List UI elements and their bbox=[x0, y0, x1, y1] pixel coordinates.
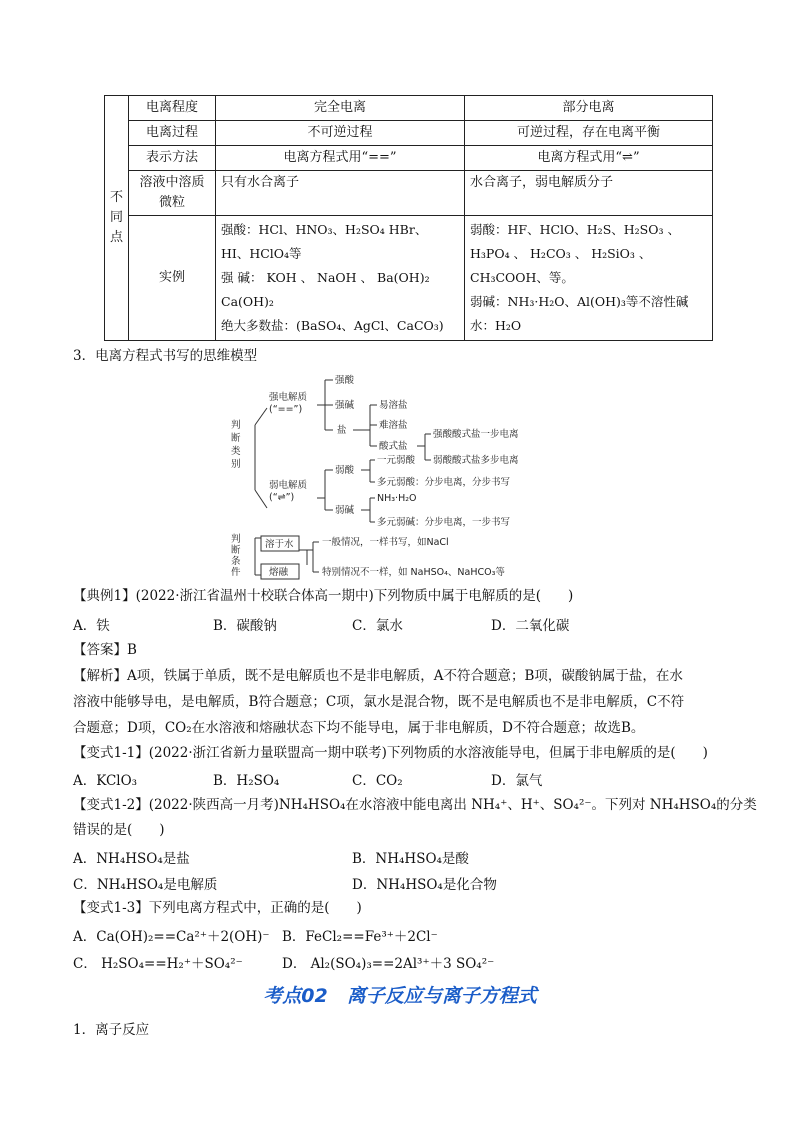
special-label: 特别情况不一样，如 NaHSO₄、NaHCO₃等 bbox=[322, 567, 505, 578]
strong-acid-label: 强酸 bbox=[335, 375, 355, 386]
judge-cond-2: 断 bbox=[231, 545, 241, 556]
strong-example-line: 强酸：HCl、HNO₃、H₂SO₄ HBr、 bbox=[221, 222, 428, 237]
table-row bbox=[105, 171, 713, 216]
weak-example-line: CH₃COOH、等。 bbox=[470, 270, 574, 285]
table-row bbox=[105, 121, 713, 146]
branch-line bbox=[255, 408, 267, 425]
judge-cond-4: 件 bbox=[231, 567, 241, 578]
analysis-line: 合题意；D项，CO₂在水溶液和熔融状态下均不能导电，属于非电解质，D不符合题意；故选B。 bbox=[73, 720, 645, 736]
weak-example-line: H₃PO₄ 、 H₂CO₃ 、 H₂SiO₃ 、 bbox=[470, 246, 652, 261]
strong-example-line: 强 碱： KOH 、 NaOH 、 Ba(OH)₂ bbox=[221, 270, 430, 285]
branch-line bbox=[255, 490, 267, 508]
salt-label: 盐 bbox=[337, 425, 347, 436]
judge-type-3: 类 bbox=[231, 446, 241, 457]
option: B．碳酸钠 bbox=[213, 618, 277, 634]
polyacidic-base-label: 多元弱碱：分步电离，一步书写 bbox=[377, 517, 511, 528]
acid-salt-label: 酸式盐 bbox=[379, 441, 408, 452]
strong-cell: 电离方程式用“==” bbox=[216, 146, 465, 171]
dissolve-label: 溶于水 bbox=[265, 539, 294, 550]
weak-example-line: 弱碱：NH₃·H₂O、Al(OH)₃等不溶性碱 bbox=[470, 294, 689, 309]
weak-cell: 部分电离 bbox=[465, 96, 713, 121]
strong-cell: 只有水合离子 bbox=[216, 171, 465, 216]
judge-cond-3: 条 bbox=[231, 556, 241, 567]
weak-acid-label: 弱酸 bbox=[335, 465, 355, 476]
polybasic-label: 多元弱酸：分步电离，分步书写 bbox=[377, 477, 511, 488]
weak-examples bbox=[465, 216, 713, 341]
option: C．NH₄HSO₄是电解质 bbox=[73, 877, 218, 893]
strong-electrolyte-label: 强电解质 bbox=[269, 392, 308, 403]
weak-cell: 电离方程式用“⇌” bbox=[465, 146, 713, 171]
row-label: 电离过程 bbox=[129, 121, 216, 146]
option: A．NH₄HSO₄是盐 bbox=[73, 851, 190, 867]
section-heading: 考点02 离子反应与离子方程式 bbox=[263, 985, 537, 1007]
table-row bbox=[105, 146, 713, 171]
option: B．FeCl₂==Fe³⁺＋2Cl⁻ bbox=[282, 929, 438, 945]
strong-cell: 不可逆过程 bbox=[216, 121, 465, 146]
strong-eq-label: (“==”) bbox=[269, 404, 303, 415]
option: C．CO₂ bbox=[352, 773, 403, 789]
option: B．NH₄HSO₄是酸 bbox=[352, 851, 469, 867]
row-label: 表示方法 bbox=[129, 146, 216, 171]
judge-type-1: 判 bbox=[231, 420, 241, 431]
option: D．NH₄HSO₄是化合物 bbox=[352, 877, 497, 893]
option: A．Ca(OH)₂==Ca²⁺＋2(OH)⁻ bbox=[73, 929, 270, 945]
analysis-line: 溶液中能够导电，是电解质，B符合题意；C项，氯水是混合物，既不是电解质也不是非电解质，C不符 bbox=[73, 694, 685, 710]
ionization-diagram bbox=[225, 370, 565, 580]
weak-cell: 水合离子，弱电解质分子 bbox=[465, 171, 713, 216]
example1-question: 【典例1】(2022·浙江省温州十校联合体高一期中)下列物质中属于电解质的是( ) bbox=[73, 588, 574, 604]
variant1-question: 【变式1-1】(2022·浙江省新力量联盟高一期中联考)下列物质的水溶液能导电，但属于非电解质的是( ) bbox=[73, 745, 708, 761]
analysis-line: 【解析】A项，铁属于单质，既不是电解质也不是非电解质，A不符合题意；B项，碳酸钠属于盐，在水 bbox=[73, 668, 683, 684]
option: D．氯气 bbox=[491, 773, 543, 789]
strong-examples bbox=[216, 216, 465, 341]
subsection-title: 1．离子反应 bbox=[73, 1022, 150, 1038]
weak-example-line: 弱酸：HF、HClO、H₂S、H₂SO₃ 、 bbox=[470, 222, 680, 237]
weak-eq-label: (“⇌”) bbox=[269, 492, 295, 503]
table-row bbox=[105, 96, 713, 121]
option: D． Al₂(SO₄)₃==2Al³⁺＋3 SO₄²⁻ bbox=[282, 956, 495, 972]
option: B．H₂SO₄ bbox=[213, 773, 280, 789]
row-label: 溶液中溶质微粒 bbox=[129, 171, 216, 216]
variant3-question: 【变式1-3】下列电离方程式中，正确的是( ) bbox=[73, 900, 362, 916]
judge-type-2: 断 bbox=[231, 433, 241, 444]
strong-acid-salt-label: 强酸酸式盐一步电离 bbox=[433, 429, 519, 440]
strong-example-line: Ca(OH)₂ bbox=[221, 294, 274, 309]
example-label: 实例 bbox=[129, 216, 216, 341]
option: C． H₂SO₄==H₂⁺＋SO₄²⁻ bbox=[73, 956, 243, 972]
monobasic-label: 一元弱酸 bbox=[377, 455, 416, 466]
example1-answer: 【答案】B bbox=[73, 642, 137, 658]
insoluble-salt-label: 难溶盐 bbox=[379, 420, 408, 431]
variant2-question-cont: 错误的是( ) bbox=[73, 822, 165, 838]
side-label: 不同点 bbox=[105, 96, 129, 341]
comparison-table bbox=[104, 95, 713, 341]
nh3-label: NH₃·H₂O bbox=[377, 493, 417, 504]
melt-label: 熔融 bbox=[269, 567, 289, 578]
variant2-question: 【变式1-2】(2022·陕西高一月考)NH₄HSO₄在水溶液中能电离出 NH₄⁺、H⁺、SO₄²⁻。下列对 NH₄HSO₄的分类 bbox=[73, 797, 757, 813]
easy-salt-label: 易溶盐 bbox=[379, 400, 408, 411]
judge-cond-1: 判 bbox=[231, 534, 241, 545]
weak-base-label: 弱碱 bbox=[335, 505, 355, 516]
strong-example-line: HI、HClO₄等 bbox=[221, 246, 302, 261]
weak-cell: 可逆过程，存在电离平衡 bbox=[465, 121, 713, 146]
row-label: 电离程度 bbox=[129, 96, 216, 121]
option: C．氯水 bbox=[352, 618, 403, 634]
option: D．二氧化碳 bbox=[491, 618, 570, 634]
option: A．KClO₃ bbox=[73, 773, 138, 789]
strong-cell: 完全电离 bbox=[216, 96, 465, 121]
section-3-title: 3．电离方程式书写的思维模型 bbox=[73, 348, 258, 364]
weak-acid-salt-label: 弱酸酸式盐多步电离 bbox=[433, 455, 519, 466]
strong-base-label: 强碱 bbox=[335, 400, 355, 411]
weak-electrolyte-label: 弱电解质 bbox=[269, 480, 308, 491]
judge-type-4: 别 bbox=[231, 459, 241, 470]
general-label: 一般情况，一样书写，如NaCl bbox=[322, 537, 449, 548]
strong-example-line: 绝大多数盐：(BaSO₄、AgCl、CaCO₃) bbox=[221, 318, 444, 333]
weak-example-line: 水：H₂O bbox=[470, 318, 522, 333]
option: A．铁 bbox=[73, 618, 110, 634]
table-row bbox=[105, 216, 713, 341]
